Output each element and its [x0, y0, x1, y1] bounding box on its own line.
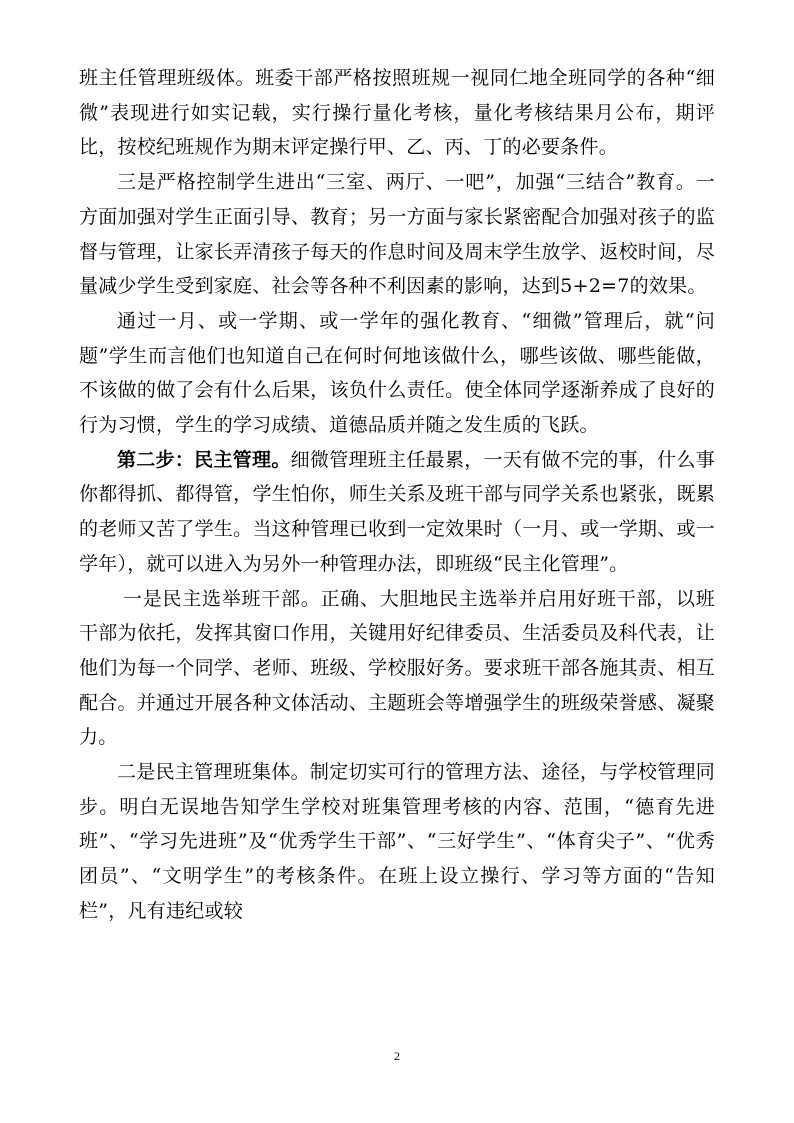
paragraph-3-text: 通过一月、或一学期、或一学年的强化教育、“细微”管理后，就“问题”学生而言他们也知道自己在何时何地该做什么，哪些该做、哪些能做，不该做的做了会有什么后果，该负什么责任。使全体同学逐渐养成了良好的行为习惯，学生的学习成绩、道德品质并随之发生质的飞跃。	[79, 309, 715, 437]
paragraph-6-text: 二是民主管理班集体。制定切实可行的管理方法、途径，与学校管理同步。明白无误地告知学生学校对班集管理考核的内容、范围，“德育先进班”、“学习先进班”及“优秀学生干部”、“三好学生”、“体育尖子”、“优秀团员”、“文明学生”的考核条件。在班上设立操行、学习等方面的“告知栏”，凡有违纪或较	[79, 761, 715, 922]
paragraph-1	[79, 61, 715, 165]
paragraph-4-text: 细微管理班主任最累，一天有做不完的事，什么事你都得抓、都得管，学生怕你，师生关系及班干部与同学关系也紧张，既累的老师又苦了学生。当这种管理已收到一定效果时（一月、或一学期、或一学年），就可以进入为另外一种管理办法，即班级“民主化管理”。	[79, 448, 715, 575]
paragraph-2	[79, 165, 715, 304]
page-number: 2	[394, 1049, 400, 1063]
paragraph-5	[79, 582, 715, 756]
step-two-heading: 第二步：民主管理。	[117, 448, 291, 471]
paragraph-1-text: 班主任管理班级体。班委干部严格按照班规一视同仁地全班同学的各种“细微”表现进行如实记载，实行操行量化考核，量化考核结果月公布，期评比，按校纪班规作为期末评定操行甲、乙、丙、丁的必要条件。	[79, 67, 715, 159]
paragraph-2-text: 三是严格控制学生进出“三室、两厅、一吧”，加强“三结合”教育。一方面加强对学生正面引导、教育；另一方面与家长紧密配合加强对孩子的监督与管理，让家长弄清孩子每天的作息时间及周末学生放学、返校时间，尽量减少学生受到家庭、社会等各种不利因素的影响，达到5+2=7的效果。	[79, 171, 715, 298]
paragraph-3	[79, 304, 715, 443]
paragraph-5-text: 一是民主选举班干部。正确、大胆地民主选举并启用好班干部，以班干部为依托，发挥其窗口作用，关键用好纪律委员、生活委员及科代表，让他们为每一个同学、老师、班级、学校服好务。要求班干部各施其责、相互配合。并通过开展各种文体活动、主题班会等增强学生的班级荣誉感、凝聚力。	[79, 587, 715, 749]
paragraph-6	[79, 755, 715, 929]
paragraph-4	[79, 443, 715, 582]
document-body	[79, 61, 715, 929]
